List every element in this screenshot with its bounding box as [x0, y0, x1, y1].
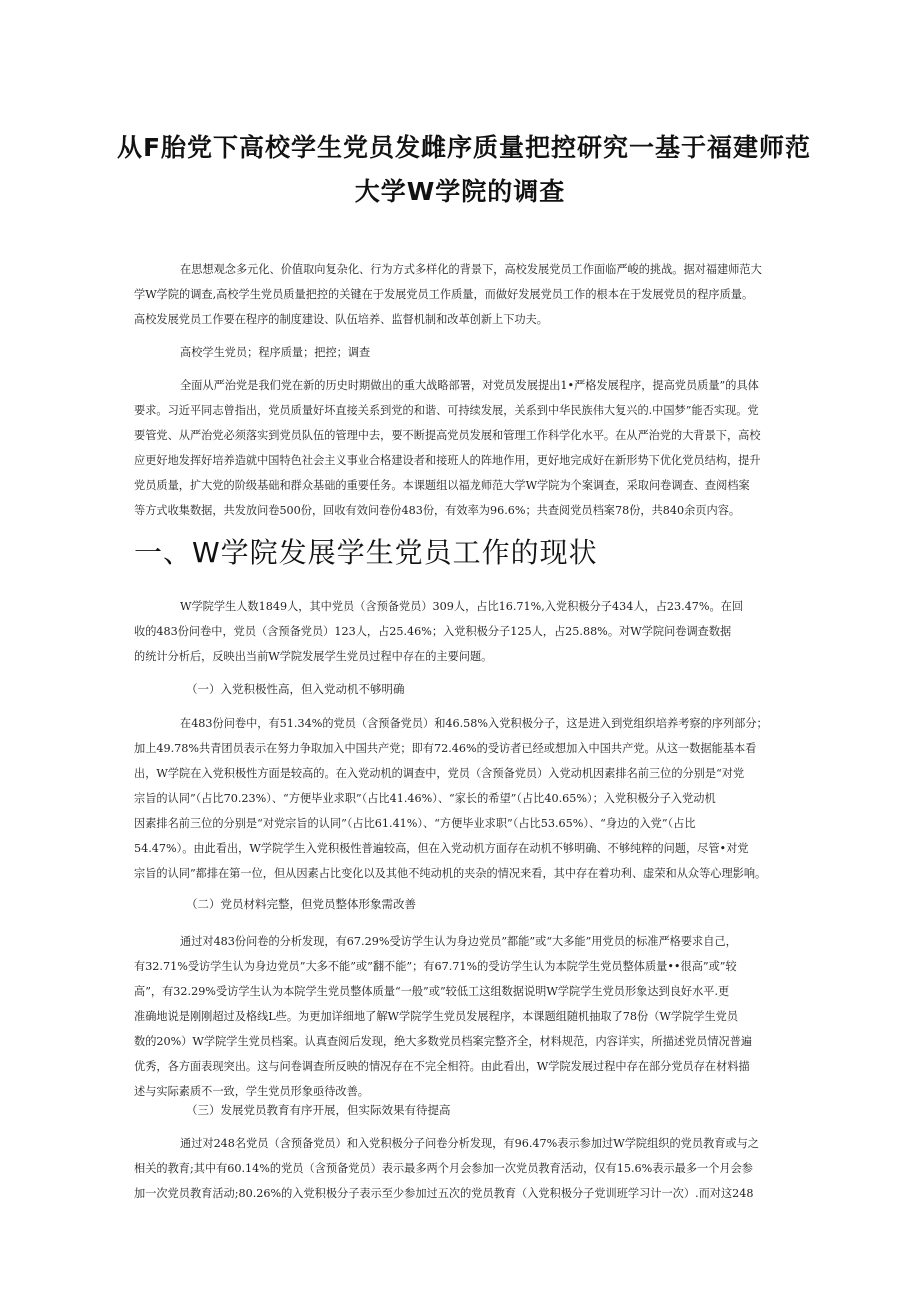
text-line: 宗旨的认同”（占比70.23%）、“方便毕业求职”（占比41.46%）、“家长的希望”（占比40.65%）；入党积极分子入党动机: [134, 792, 716, 805]
text-line: 优秀，各方面表现突出。这与问卷调查所反映的情况存在不完全相符。由此看出，W学院发展过程中存在部分党员存在材料描: [134, 1060, 750, 1073]
text-line: 准确地说是刚刚超过及格线L些。为更加详细地了解W学院学生党员发展程序，本课题组随机抽取了78份（W学院学生党员: [134, 1010, 739, 1023]
text-line: 全面从严治党是我们党在新的历史时期做出的重大战略部署，对党员发展提出1•严格发展程序，提高党员质量”的具体: [180, 379, 759, 392]
text-line: 等方式收集数据，共发放问卷500份，回收有效问卷份483份，有效率为96.6%；共查阅党员档案78份，共840余页内容。: [134, 504, 741, 517]
intro-paragraph: [134, 373, 794, 523]
subsection-heading-1: （一）入党积极性高，但入党动机不够明确: [186, 682, 405, 696]
text-line: 学W学院的调查,高校学生党员质量把控的关键在于发展党员工作质量，而做好发展党员工作的根本在于发展党员的程序质量。: [134, 288, 754, 301]
document-title-line-2: 大学W学院的调查: [354, 177, 566, 206]
keywords-text: 高校学生党员；程序质量；把控；调查: [180, 346, 371, 359]
text-line: 通过对483份问卷的分析发现，有67.29%受访学生认为身边党员”都能”或“大多能”用党员的标准严格要求自己，: [180, 935, 737, 948]
text-line: 党员质量，扩大党的阶级基础和群众基础的重要任务。本课题组以福龙师范大学W学院为个案调查，采取问卷调查、查阅档案: [134, 479, 750, 492]
text-line: 有32.71%受访学生认为身边党员”大多不能”或”翻不能”；有67.71%的受访学生认为本院学生党员整体质量••很高”或”较: [134, 960, 737, 973]
keywords-line: [134, 340, 794, 365]
subsection-1-paragraph: [134, 711, 794, 886]
text-line: 在483份问卷中，有51.34%的党员（含预备党员）和46.58%入党积极分子，这是进入到党组织培养考察的序列部分；: [180, 717, 768, 730]
text-line: 通过对248名党员（含预备党员）和入党积极分子问卷分析发现，有96.47%表示参加过W学院组织的党员教育或与之: [180, 1137, 759, 1150]
text-line: 高”，有32.29%受访学生认为本院学生党员整体质量“一般”或”较低工这组数据说明W学院学生党员形象达到良好水平.更: [134, 985, 730, 998]
text-line: 应更好地发挥好培养造就中国特色社会主义事业合格建设者和接班人的阵地作用，更好地完成好在新形势下优化党员结构，提升: [134, 454, 761, 467]
text-line: 54.47%）。由此看出，W学院学生入党积极性普遍较高，但在入党动机方面存在动机不够明确、不够纯粹的问题，尽管•对党: [134, 842, 749, 855]
text-line: 高校发展党员工作要在程序的制度建设、队伍培养、监督机制和改革创新上下功夫。: [134, 313, 548, 326]
text-line: 宗旨的认同”都排在第一位，但从因素占比变化以及其他不纯动机的夹杂的情况来看，其中存在着功利、虚荣和从众等心理影响。: [134, 867, 767, 880]
text-line: 加一次党员教育活动;80.26%的入党积极分子表示至少参加过五次的党员教育（入党积极分子党训班学习计一次）.而对这248: [134, 1187, 754, 1200]
text-line: 收的483份问卷中，党员（含预备党员）123人，占25.46%；入党积极分子125人，占25.88%。对W学院问卷调查数据: [134, 625, 732, 638]
document-title-line-1: 从F胎党下高校学生党员发雌序质量把控研究一基于福建师范: [116, 133, 812, 162]
section-intro-paragraph: [134, 594, 794, 669]
text-line: 出，W学院在入党积极性方面是较高的。在入党动机的调查中，党员（含预备党员）入党动机因素排名前三位的分别是“对党: [134, 767, 745, 780]
text-line: 要管党、从严治党必须落实到党员队伍的管理中去，要不断提高党员发展和管理工作科学化水平。在从严治党的大背景下，高校: [134, 429, 761, 442]
text-line: 述与实际素质不一致，学生党员形象亟待改善。: [134, 1085, 369, 1098]
subsection-heading-2: （二）党员材料完整，但党员整体形象需改善: [186, 897, 416, 911]
text-line: 在思想观念多元化、价值取向复杂化、行为方式多样化的背景下，高校发展党员工作面临严峻的挑战。据对福建师范大: [180, 263, 762, 276]
abstract-paragraph: [134, 257, 794, 332]
text-line: 要求。习近平同志曾指出，党员质量好坏直接关系到党的和谐、可持续发展，关系到中华民族伟大复兴的.中国梦”能否实现。党: [134, 404, 759, 417]
subsection-3-paragraph: [134, 1131, 794, 1206]
text-line: 相关的教育;其中有60.14%的党员（含预备党员）表示最多两个月会参加一次党员教育活动，仅有15.6%表示最多一个月会参: [134, 1162, 753, 1175]
section-heading: 一、W学院发展学生党员工作的现状: [134, 536, 598, 569]
text-line: 因素排名前三位的分别是“对党宗旨的认同”（占比61.41%）、“方便毕业求职”（占比53.65%）、“身边的入党”（占比: [134, 817, 696, 830]
text-line: 数的20%）W学院学生党员档案。认真查阅后发现，绝大多数党员档案完整齐全，材料规范，内容详实，所描述党员情况普遍: [134, 1035, 753, 1048]
text-line: W学院学生人数1849人，其中党员（含预备党员）309人，占比16.71%,入党积极分子434人，占23.47%。在回: [180, 600, 744, 613]
text-line: 的统计分析后，反映出当前W学院发展学生党员过程中存在的主要问题。: [134, 650, 493, 663]
text-line: 加上49.78%共青团员表示在努力争取加入中国共产党；即有72.46%的受访者已经或想加入中国共产党。从这一数据能基本看: [134, 742, 757, 755]
subsection-2-paragraph: [134, 929, 794, 1104]
subsection-heading-3: （三）发展党员教育有序开展，但实际效果有待提高: [186, 1103, 451, 1117]
